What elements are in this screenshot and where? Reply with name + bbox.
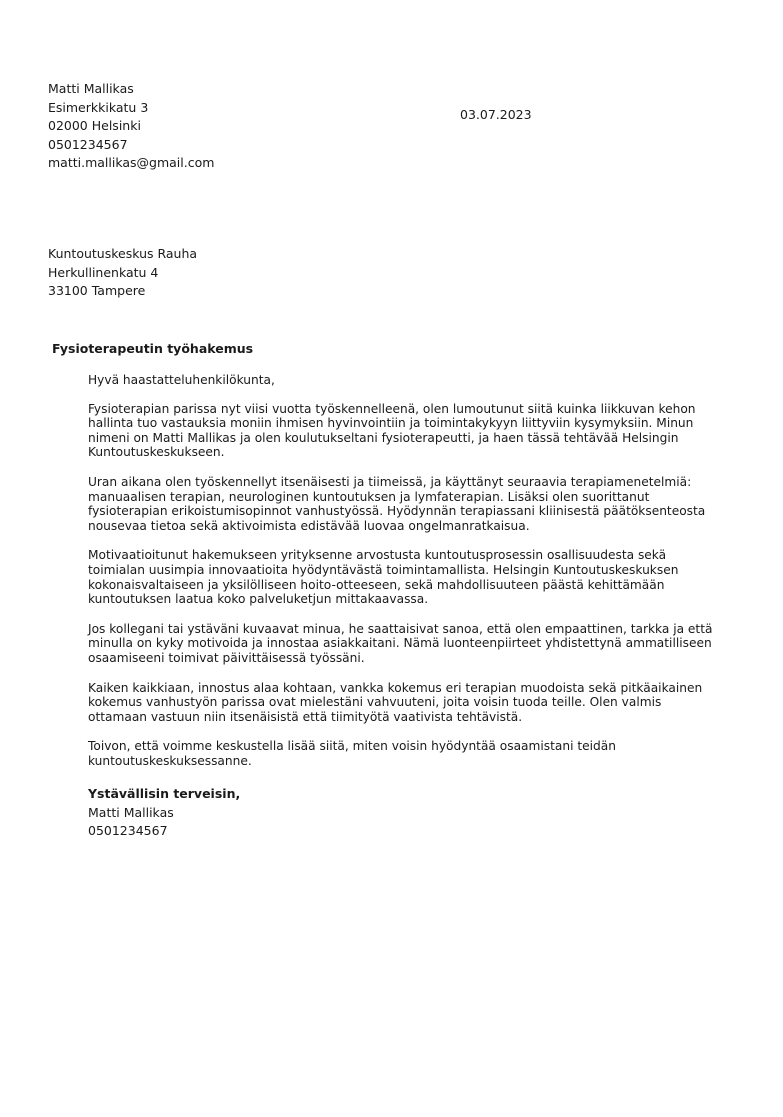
recipient-postal: 33100 Tampere (48, 283, 146, 298)
letter-subject: Fysioterapeutin työhakemus (52, 341, 254, 356)
closing-phone: 0501234567 (88, 823, 168, 838)
sender-address (48, 80, 214, 173)
sender-name: Matti Mallikas (48, 81, 134, 96)
paragraph: Uran aikana olen työskennellyt itsenäisesti ja tiimeissä, ja käyttänyt seuraavia terapiamenetelmiä: manuaalisen terapian, neurologinen kuntoutuksen ja lymfaterapian. Lisäksi olen suorittanut fysioterapian erikoistumisopinnot vanhustyössä. Hyödynnän terapiassani kliinisestä päätöksenteosta nousevaa tietoa sekä aktivoimista edistävää luovaa ongelmanratkaisua. (88, 474, 706, 533)
paragraph: Toivon, että voimme keskustella lisää siitä, miten voisin hyödyntää osaamistani teidän kuntoutuskeskuksessanne. (88, 739, 616, 768)
recipient-address (48, 245, 197, 301)
sender-email: matti.mallikas@gmail.com (48, 155, 215, 170)
letter-closing (88, 785, 240, 841)
paragraph: Kaiken kaikkiaan, innostus alaa kohtaan, vankka kokemus eri terapian muodoista sekä pitkäaikainen kokemus vanhustyön parissa ovat mielestäni vahvuuteni, joita voisin tuoda teille. Olen valmis ottamaan vastuun niin itsenäisistä että tiimityötä vaativista tehtävistä. (88, 680, 703, 724)
sender-street: Esimerkkikatu 3 (48, 99, 149, 115)
closing-name: Matti Mallikas (88, 804, 174, 820)
paragraph: Motivaatioitunut hakemukseen yrityksenne arvostusta kuntoutusprosessin osallisuudesta sekä toimialan uusimpia innovaatioita hyödyntävästä toimintamallista. Helsingin Kuntoutuskeskuksen kokonaisvaltaiseen ja yksilölliseen hoito-otteeseen, sekä mahdollisuuteen päästä kehittämään kuntoutuksen laatua koko palveluketjun mittakaavassa. (88, 548, 679, 607)
letter-date: 03.07.2023 (460, 107, 532, 122)
recipient-street: Herkullinenkatu 4 (48, 264, 159, 280)
closing-regards: Ystävällisin terveisin, (88, 786, 241, 801)
paragraph: Fysioterapian parissa nyt viisi vuotta työskennelleenä, olen lumoutunut siitä kuinka liikkuvan kehon hallinta tuo vastauksia moniin ihmisen hyvinvointiin ja toimintakykyyn liittyviin kysymyksiin. Minun nimeni on Matti Mallikas ja olen koulutukseltani fysioterapeutti, ja haen tässä tehtävää Helsingin Kuntoutuskeskukseen. (88, 401, 696, 460)
greeting: Hyvä haastatteluhenkilökunta, (88, 373, 275, 387)
recipient-name: Kuntoutuskeskus Rauha (48, 246, 198, 261)
paragraph: Jos kollegani tai ystäväni kuvaavat minua, he saattaisivat sanoa, että olen empaattinen, tarkka ja että minulla on kyky motivoida ja innostaa asiakkaitani. Nämä luonteenpiirteet yhdistettynä ammatilliseen osaamiseeni toimivat päivittäisessä työssäni. (88, 621, 713, 665)
sender-postal: 02000 Helsinki (48, 118, 141, 133)
sender-phone: 0501234567 (48, 136, 128, 152)
letter-body (88, 373, 713, 783)
